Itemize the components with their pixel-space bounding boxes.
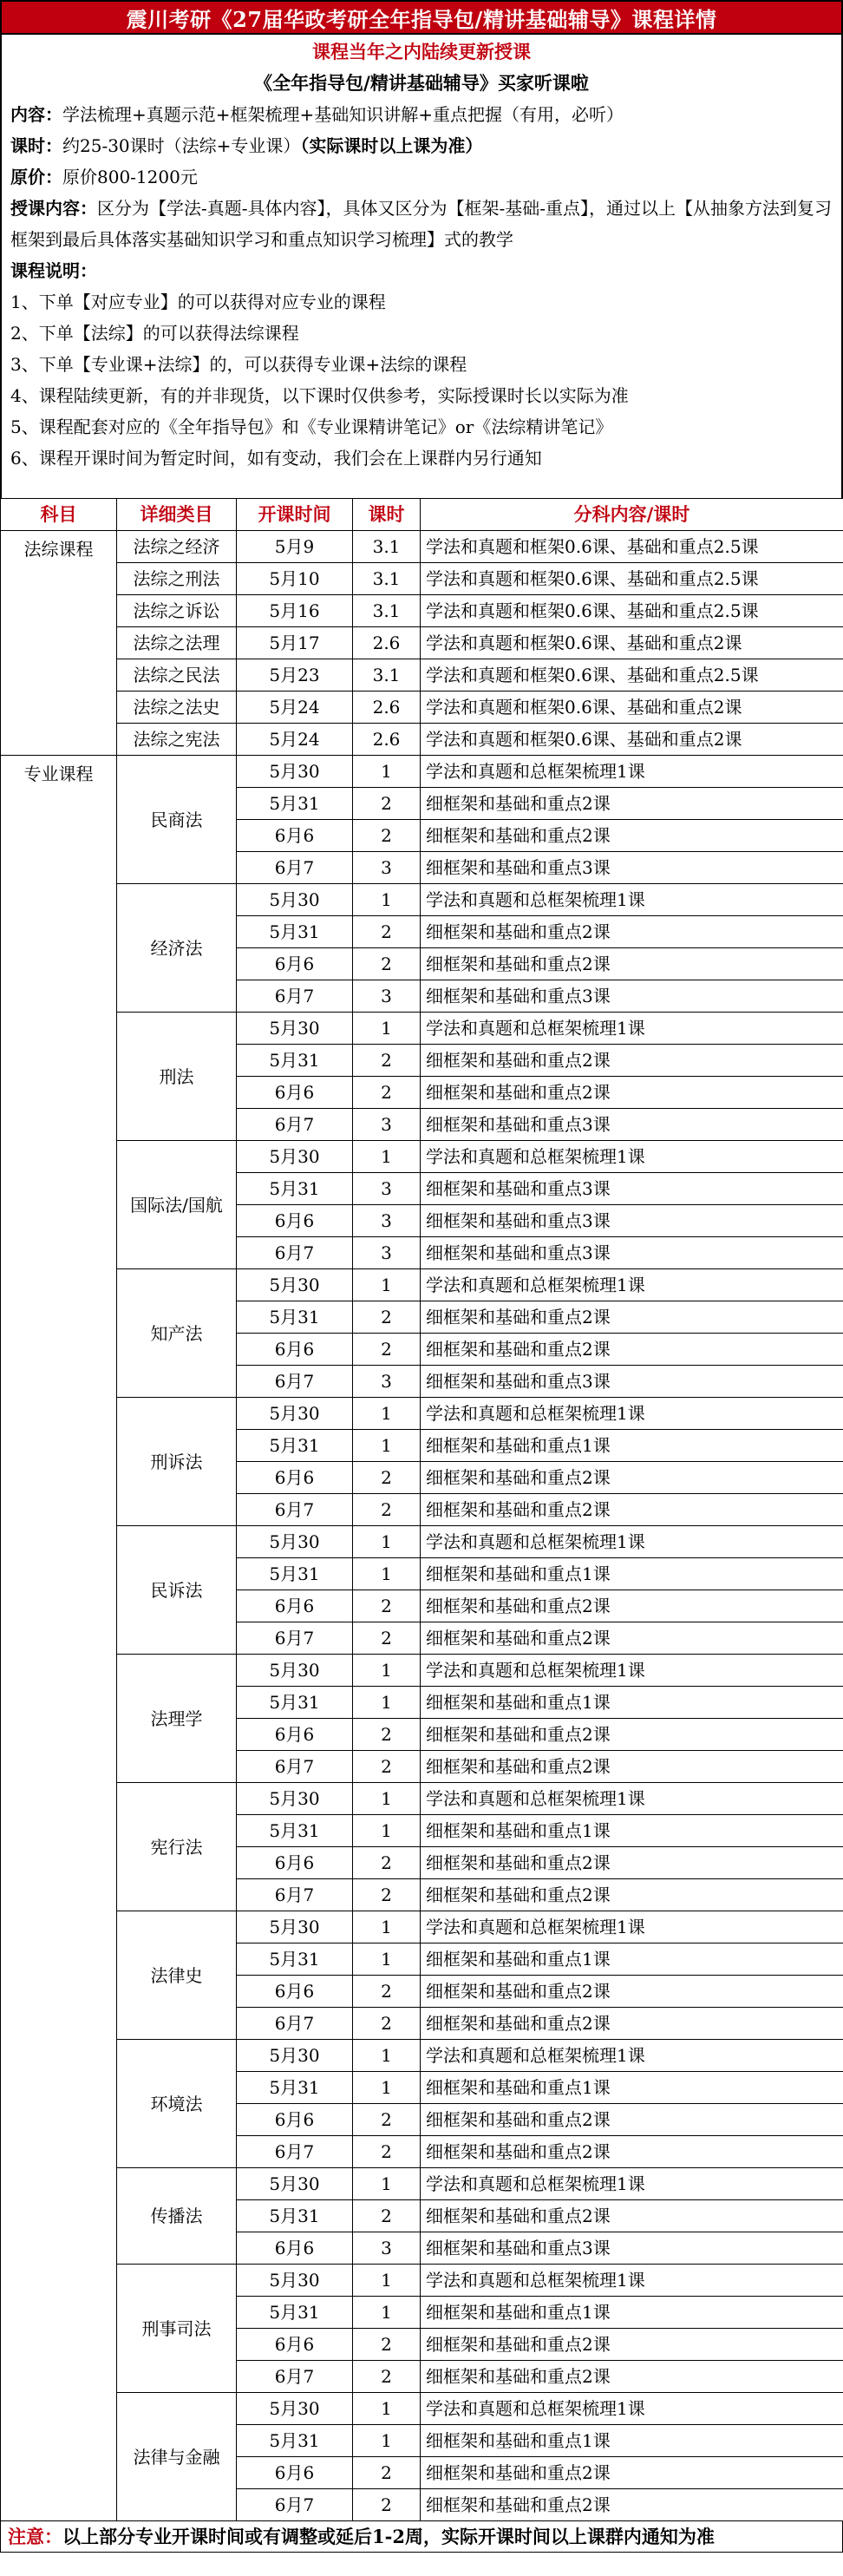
content-cell: 学法和真题和总框架梳理1课: [421, 1526, 843, 1558]
date-cell: 5月31: [237, 1301, 353, 1334]
content-cell: 细框架和基础和重点2课: [421, 1622, 843, 1655]
content-cell: 细框架和基础和重点1课: [421, 1430, 843, 1462]
date-cell: 6月6: [237, 1077, 353, 1109]
page-title: 震川考研《27届华政考研全年指导包/精讲基础辅导》课程详情: [0, 0, 843, 35]
hours-cell: 2: [353, 2104, 421, 2136]
date-cell: 5月30: [237, 1783, 353, 1815]
hours-cell: 2: [353, 788, 421, 820]
date-cell: 5月31: [237, 1815, 353, 1847]
content-cell: 细框架和基础和重点1课: [421, 2425, 843, 2457]
table-row: [1, 2393, 843, 2425]
date-cell: 5月30: [237, 1655, 353, 1687]
date-cell: 6月6: [237, 1590, 353, 1622]
header-content: 分科内容/课时: [421, 499, 843, 531]
hours-cell: 2: [353, 1879, 421, 1911]
content-cell: 细框架和基础和重点3课: [421, 852, 843, 884]
hours-cell: 2: [353, 1494, 421, 1526]
header-category: 详细类目: [117, 499, 237, 531]
note-item: 4、课程陆续更新，有的并非现货，以下课时仅供参考，实际授课时长以实际为准: [10, 385, 629, 406]
subcategory-cell: 法综之经济: [117, 531, 237, 563]
hours-cell: 2: [353, 2489, 421, 2521]
content-cell: 细框架和基础和重点2课: [421, 1719, 843, 1751]
content-cell: 细框架和基础和重点2课: [421, 2489, 843, 2521]
content-cell: 学法和真题和总框架梳理1课: [421, 1911, 843, 1943]
table-row: [1, 1911, 843, 1943]
date-cell: 5月30: [237, 1141, 353, 1173]
date-cell: 6月6: [237, 1719, 353, 1751]
content-cell: 细框架和基础和重点2课: [421, 2361, 843, 2393]
content-cell: 细框架和基础和重点1课: [421, 2072, 843, 2104]
subcategory-cell: 刑诉法: [117, 1398, 237, 1526]
update-notice: 课程当年之内陆续更新授课: [312, 41, 531, 62]
hours-cell: 2: [353, 2457, 421, 2489]
hours-note: （实际课时以上课为准）: [300, 135, 483, 156]
intro-section: [0, 35, 843, 498]
subcategory-cell: 经济法: [117, 884, 237, 1013]
date-cell: 5月30: [237, 2265, 353, 2297]
price-line: [10, 161, 833, 193]
content-cell: 学法和真题和总框架梳理1课: [421, 1269, 843, 1301]
content-cell: 细框架和基础和重点3课: [421, 2232, 843, 2265]
content-cell: 细框架和基础和重点2课: [421, 2200, 843, 2232]
hours-cell: 2: [353, 2329, 421, 2361]
subcategory-cell: 民商法: [117, 756, 237, 884]
teach-text-2: 【从抽象方法到复习框架到最后具体落实基础知识学习和重点知识学习梳理】: [10, 198, 833, 250]
date-cell: 5月31: [237, 1943, 353, 1976]
content-cell: 细框架和基础和重点3课: [421, 1366, 843, 1398]
content-cell: 学法和真题和框架0.6课、基础和重点2课: [421, 692, 843, 724]
date-cell: 5月30: [237, 1013, 353, 1045]
date-cell: 6月7: [237, 980, 353, 1013]
date-cell: 5月31: [237, 788, 353, 820]
price-label: 原价：: [10, 167, 62, 187]
content-cell: 学法和真题和总框架梳理1课: [421, 1655, 843, 1687]
content-cell: 学法和真题和总框架梳理1课: [421, 2040, 843, 2072]
table-row: [1, 1526, 843, 1558]
date-cell: 5月9: [237, 531, 353, 563]
table-header-row: [1, 499, 843, 531]
date-cell: 5月31: [237, 1430, 353, 1462]
date-cell: 5月30: [237, 884, 353, 916]
subcategory-cell: 环境法: [117, 2040, 237, 2168]
subcategory-cell: 法律与金融: [117, 2393, 237, 2521]
content-cell: 细框架和基础和重点2课: [421, 948, 843, 980]
date-cell: 5月24: [237, 724, 353, 756]
hours-cell: 2: [353, 820, 421, 852]
hours-cell: 1: [353, 1558, 421, 1590]
content-label: 内容：: [10, 104, 62, 125]
date-cell: 5月16: [237, 595, 353, 627]
subcategory-cell: 法综之法史: [117, 692, 237, 724]
hours-cell: 3.1: [353, 595, 421, 627]
content-cell: 学法和真题和框架0.6课、基础和重点2课: [421, 724, 843, 756]
header-subject: 科目: [1, 499, 117, 531]
subcategory-cell: 法综之法理: [117, 627, 237, 659]
subcategory-cell: 传播法: [117, 2168, 237, 2265]
date-cell: 6月6: [237, 948, 353, 980]
table-row: [1, 2040, 843, 2072]
subcategory-cell: 国际法/国航: [117, 1141, 237, 1269]
subcategory-cell: 法综之宪法: [117, 724, 237, 756]
table-row: [1, 724, 843, 756]
hours-cell: 3: [353, 1109, 421, 1141]
date-cell: 5月31: [237, 1045, 353, 1077]
subcategory-cell: 法综之刑法: [117, 563, 237, 595]
table-row: [1, 884, 843, 916]
content-cell: 细框架和基础和重点2课: [421, 1045, 843, 1077]
content-cell: 细框架和基础和重点1课: [421, 1558, 843, 1590]
date-cell: 6月7: [237, 2136, 353, 2168]
date-cell: 5月23: [237, 659, 353, 692]
content-cell: 细框架和基础和重点2课: [421, 1879, 843, 1911]
date-cell: 5月31: [237, 1173, 353, 1205]
hours-cell: 3: [353, 980, 421, 1013]
teach-paragraph: [10, 193, 833, 255]
table-row: [1, 756, 843, 788]
hours-cell: 2: [353, 1622, 421, 1655]
hours-cell: 2: [353, 1077, 421, 1109]
content-cell: 细框架和基础和重点1课: [421, 1815, 843, 1847]
date-cell: 6月6: [237, 2457, 353, 2489]
hours-cell: 1: [353, 2425, 421, 2457]
note-item: 6、课程开课时间为暂定时间，如有变动，我们会在上课群内另行通知: [10, 448, 542, 469]
content-cell: 细框架和基础和重点2课: [421, 2136, 843, 2168]
teach-label: 授课内容：: [10, 198, 97, 219]
hours-cell: 2.6: [353, 692, 421, 724]
content-cell: 学法和真题和总框架梳理1课: [421, 2393, 843, 2425]
date-cell: 5月30: [237, 2168, 353, 2200]
content-cell: 学法和真题和框架0.6课、基础和重点2.5课: [421, 531, 843, 563]
content-cell: 学法和真题和框架0.6课、基础和重点2.5课: [421, 563, 843, 595]
hours-cell: 1: [353, 1430, 421, 1462]
note-item: 1、下单【对应专业】的可以获得对应专业的课程: [10, 292, 386, 312]
content-cell: 学法和真题和总框架梳理1课: [421, 1141, 843, 1173]
date-cell: 5月31: [237, 2425, 353, 2457]
date-cell: 5月31: [237, 1687, 353, 1719]
content-cell: 细框架和基础和重点2课: [421, 1976, 843, 2008]
content-cell: 细框架和基础和重点2课: [421, 1847, 843, 1879]
subcategory-cell: 知产法: [117, 1269, 237, 1398]
schedule-table: [0, 498, 843, 2521]
content-cell: 细框架和基础和重点2课: [421, 2329, 843, 2361]
date-cell: 5月30: [237, 2393, 353, 2425]
content-cell: 学法和真题和总框架梳理1课: [421, 2168, 843, 2200]
table-row: [1, 1141, 843, 1173]
content-cell: 学法和真题和框架0.6课、基础和重点2课: [421, 627, 843, 659]
content-cell: 细框架和基础和重点2课: [421, 1494, 843, 1526]
subcategory-cell: 法综之诉讼: [117, 595, 237, 627]
notes-title: 课程说明：: [10, 260, 97, 281]
hours-cell: 2: [353, 1847, 421, 1879]
hours-cell: 1: [353, 1269, 421, 1301]
category-cell: 专业课程: [1, 756, 117, 2521]
hours-cell: 1: [353, 1783, 421, 1815]
date-cell: 5月30: [237, 1911, 353, 1943]
table-row: [1, 627, 843, 659]
date-cell: 6月7: [237, 1237, 353, 1269]
teach-text-3: 式的教学: [444, 229, 513, 250]
note-item: 5、课程配套对应的《全年指导包》和《专业课精讲笔记》or《法综精讲笔记》: [10, 416, 613, 437]
hours-cell: 1: [353, 2040, 421, 2072]
footer-note: [0, 2521, 843, 2553]
date-cell: 5月10: [237, 563, 353, 595]
hours-cell: 3.1: [353, 531, 421, 563]
hours-cell: 2: [353, 1301, 421, 1334]
hours-cell: 1: [353, 756, 421, 788]
header-date: 开课时间: [237, 499, 353, 531]
date-cell: 5月30: [237, 1269, 353, 1301]
table-row: [1, 1655, 843, 1687]
date-cell: 6月6: [237, 1334, 353, 1366]
date-cell: 6月6: [237, 2232, 353, 2265]
hours-cell: 1: [353, 1655, 421, 1687]
hours-cell: 1: [353, 884, 421, 916]
subcategory-cell: 法理学: [117, 1655, 237, 1783]
hours-cell: 1: [353, 2393, 421, 2425]
content-cell: 学法和真题和总框架梳理1课: [421, 2265, 843, 2297]
date-cell: 5月30: [237, 756, 353, 788]
date-cell: 6月7: [237, 852, 353, 884]
hours-text: 约25-30课时（法综+专业课）: [62, 135, 301, 156]
table-row: [1, 595, 843, 627]
subcategory-cell: 刑法: [117, 1013, 237, 1141]
date-cell: 5月31: [237, 916, 353, 948]
hours-cell: 1: [353, 2265, 421, 2297]
date-cell: 6月6: [237, 2104, 353, 2136]
category-cell: 法综课程: [1, 531, 117, 756]
date-cell: 5月31: [237, 2072, 353, 2104]
content-cell: 细框架和基础和重点3课: [421, 1205, 843, 1237]
table-row: [1, 1783, 843, 1815]
hours-line: [10, 130, 833, 161]
table-row: [1, 1269, 843, 1301]
hours-cell: 1: [353, 1911, 421, 1943]
hours-cell: 3: [353, 1205, 421, 1237]
subcategory-cell: 宪行法: [117, 1783, 237, 1911]
content-cell: 细框架和基础和重点3课: [421, 1173, 843, 1205]
date-cell: 6月6: [237, 1205, 353, 1237]
hours-cell: 2: [353, 2008, 421, 2040]
content-cell: 学法和真题和框架0.6课、基础和重点2.5课: [421, 595, 843, 627]
footer-text: 以上部分专业开课时间或有调整或延后1-2周，实际开课时间以上课群内通知为准: [62, 2526, 715, 2547]
hours-cell: 1: [353, 1815, 421, 1847]
date-cell: 6月7: [237, 1751, 353, 1783]
subcategory-cell: 民诉法: [117, 1526, 237, 1655]
hours-label: 课时：: [10, 135, 62, 156]
date-cell: 6月7: [237, 1494, 353, 1526]
date-cell: 6月7: [237, 1366, 353, 1398]
table-row: [1, 2168, 843, 2200]
content-cell: 细框架和基础和重点2课: [421, 1334, 843, 1366]
content-cell: 细框架和基础和重点3课: [421, 1237, 843, 1269]
content-cell: 细框架和基础和重点2课: [421, 1751, 843, 1783]
content-cell: 学法和真题和框架0.6课、基础和重点2.5课: [421, 659, 843, 692]
date-cell: 5月30: [237, 1398, 353, 1430]
hours-cell: 1: [353, 1141, 421, 1173]
table-row: [1, 1013, 843, 1045]
date-cell: 6月7: [237, 1879, 353, 1911]
hours-cell: 2: [353, 1751, 421, 1783]
hours-cell: 3.1: [353, 563, 421, 595]
hours-cell: 2.6: [353, 724, 421, 756]
teach-text-1: 区分为【学法-真题-具体内容】，具体又区分为【框架-基础-重点】，通过以上: [97, 198, 676, 219]
hours-cell: 1: [353, 1398, 421, 1430]
content-cell: 细框架和基础和重点2课: [421, 916, 843, 948]
hours-cell: 2: [353, 2200, 421, 2232]
hours-cell: 3: [353, 2232, 421, 2265]
hours-cell: 2: [353, 1590, 421, 1622]
subcategory-cell: 法律史: [117, 1911, 237, 2040]
hours-cell: 1: [353, 1526, 421, 1558]
date-cell: 6月6: [237, 2329, 353, 2361]
date-cell: 5月31: [237, 1558, 353, 1590]
date-cell: 6月7: [237, 2489, 353, 2521]
content-cell: 细框架和基础和重点2课: [421, 2104, 843, 2136]
price-text: 原价800-1200元: [62, 167, 198, 187]
hours-cell: 2: [353, 1334, 421, 1366]
footer-label: 注意：: [8, 2526, 62, 2547]
date-cell: 6月7: [237, 2361, 353, 2393]
hours-cell: 2: [353, 1045, 421, 1077]
date-cell: 6月7: [237, 2008, 353, 2040]
content-cell: 学法和真题和总框架梳理1课: [421, 756, 843, 788]
hours-cell: 2: [353, 2361, 421, 2393]
table-row: [1, 1398, 843, 1430]
notes-list: [10, 286, 833, 474]
table-row: [1, 692, 843, 724]
hours-cell: 3: [353, 852, 421, 884]
subcategory-cell: 刑事司法: [117, 2265, 237, 2393]
content-cell: 细框架和基础和重点2课: [421, 1077, 843, 1109]
hours-cell: 1: [353, 1013, 421, 1045]
date-cell: 6月6: [237, 1847, 353, 1879]
note-item: 3、下单【专业课+法综】的，可以获得专业课+法综的课程: [10, 354, 467, 375]
hours-cell: 2: [353, 916, 421, 948]
date-cell: 6月6: [237, 820, 353, 852]
date-cell: 6月6: [237, 1976, 353, 2008]
hours-cell: 2: [353, 948, 421, 980]
hours-cell: 2: [353, 1719, 421, 1751]
date-cell: 6月7: [237, 1109, 353, 1141]
hours-cell: 1: [353, 1943, 421, 1976]
header-hours: 课时: [353, 499, 421, 531]
date-cell: 5月30: [237, 1526, 353, 1558]
content-cell: 细框架和基础和重点1课: [421, 1943, 843, 1976]
date-cell: 5月30: [237, 2040, 353, 2072]
content-cell: 细框架和基础和重点2课: [421, 1462, 843, 1494]
content-cell: 学法和真题和总框架梳理1课: [421, 1783, 843, 1815]
content-cell: 细框架和基础和重点2课: [421, 788, 843, 820]
content-cell: 学法和真题和总框架梳理1课: [421, 884, 843, 916]
content-cell: 细框架和基础和重点2课: [421, 1590, 843, 1622]
hours-cell: 2: [353, 1462, 421, 1494]
table-row: [1, 659, 843, 692]
table-row: [1, 531, 843, 563]
course-subtitle: 《全年指导包/精讲基础辅导》买家听课啦: [254, 72, 589, 94]
subcategory-cell: 法综之民法: [117, 659, 237, 692]
hours-cell: 1: [353, 1687, 421, 1719]
content-line: [10, 99, 833, 130]
date-cell: 6月6: [237, 1462, 353, 1494]
content-cell: 细框架和基础和重点2课: [421, 2457, 843, 2489]
hours-cell: 3: [353, 1237, 421, 1269]
date-cell: 5月17: [237, 627, 353, 659]
table-row: [1, 563, 843, 595]
schedule-body: [1, 531, 843, 2521]
hours-cell: 2.6: [353, 627, 421, 659]
table-row: [1, 2265, 843, 2297]
date-cell: 5月31: [237, 2200, 353, 2232]
hours-cell: 3.1: [353, 659, 421, 692]
hours-cell: 2: [353, 1976, 421, 2008]
content-cell: 学法和真题和总框架梳理1课: [421, 1013, 843, 1045]
hours-cell: 2: [353, 2136, 421, 2168]
hours-cell: 1: [353, 2072, 421, 2104]
date-cell: 6月7: [237, 1622, 353, 1655]
content-cell: 细框架和基础和重点1课: [421, 2297, 843, 2329]
content-cell: 细框架和基础和重点2课: [421, 2008, 843, 2040]
hours-cell: 3: [353, 1173, 421, 1205]
hours-cell: 1: [353, 2168, 421, 2200]
note-item: 2、下单【法综】的可以获得法综课程: [10, 323, 299, 344]
hours-cell: 3: [353, 1366, 421, 1398]
content-cell: 细框架和基础和重点3课: [421, 980, 843, 1013]
content-cell: 细框架和基础和重点1课: [421, 1687, 843, 1719]
content-cell: 学法和真题和总框架梳理1课: [421, 1398, 843, 1430]
date-cell: 5月31: [237, 2297, 353, 2329]
content-cell: 细框架和基础和重点3课: [421, 1109, 843, 1141]
hours-cell: 1: [353, 2297, 421, 2329]
content-cell: 细框架和基础和重点2课: [421, 1301, 843, 1334]
date-cell: 5月24: [237, 692, 353, 724]
content-text: 学法梳理+真题示范+框架梳理+基础知识讲解+重点把握（有用，必听）: [62, 104, 624, 125]
content-cell: 细框架和基础和重点2课: [421, 820, 843, 852]
